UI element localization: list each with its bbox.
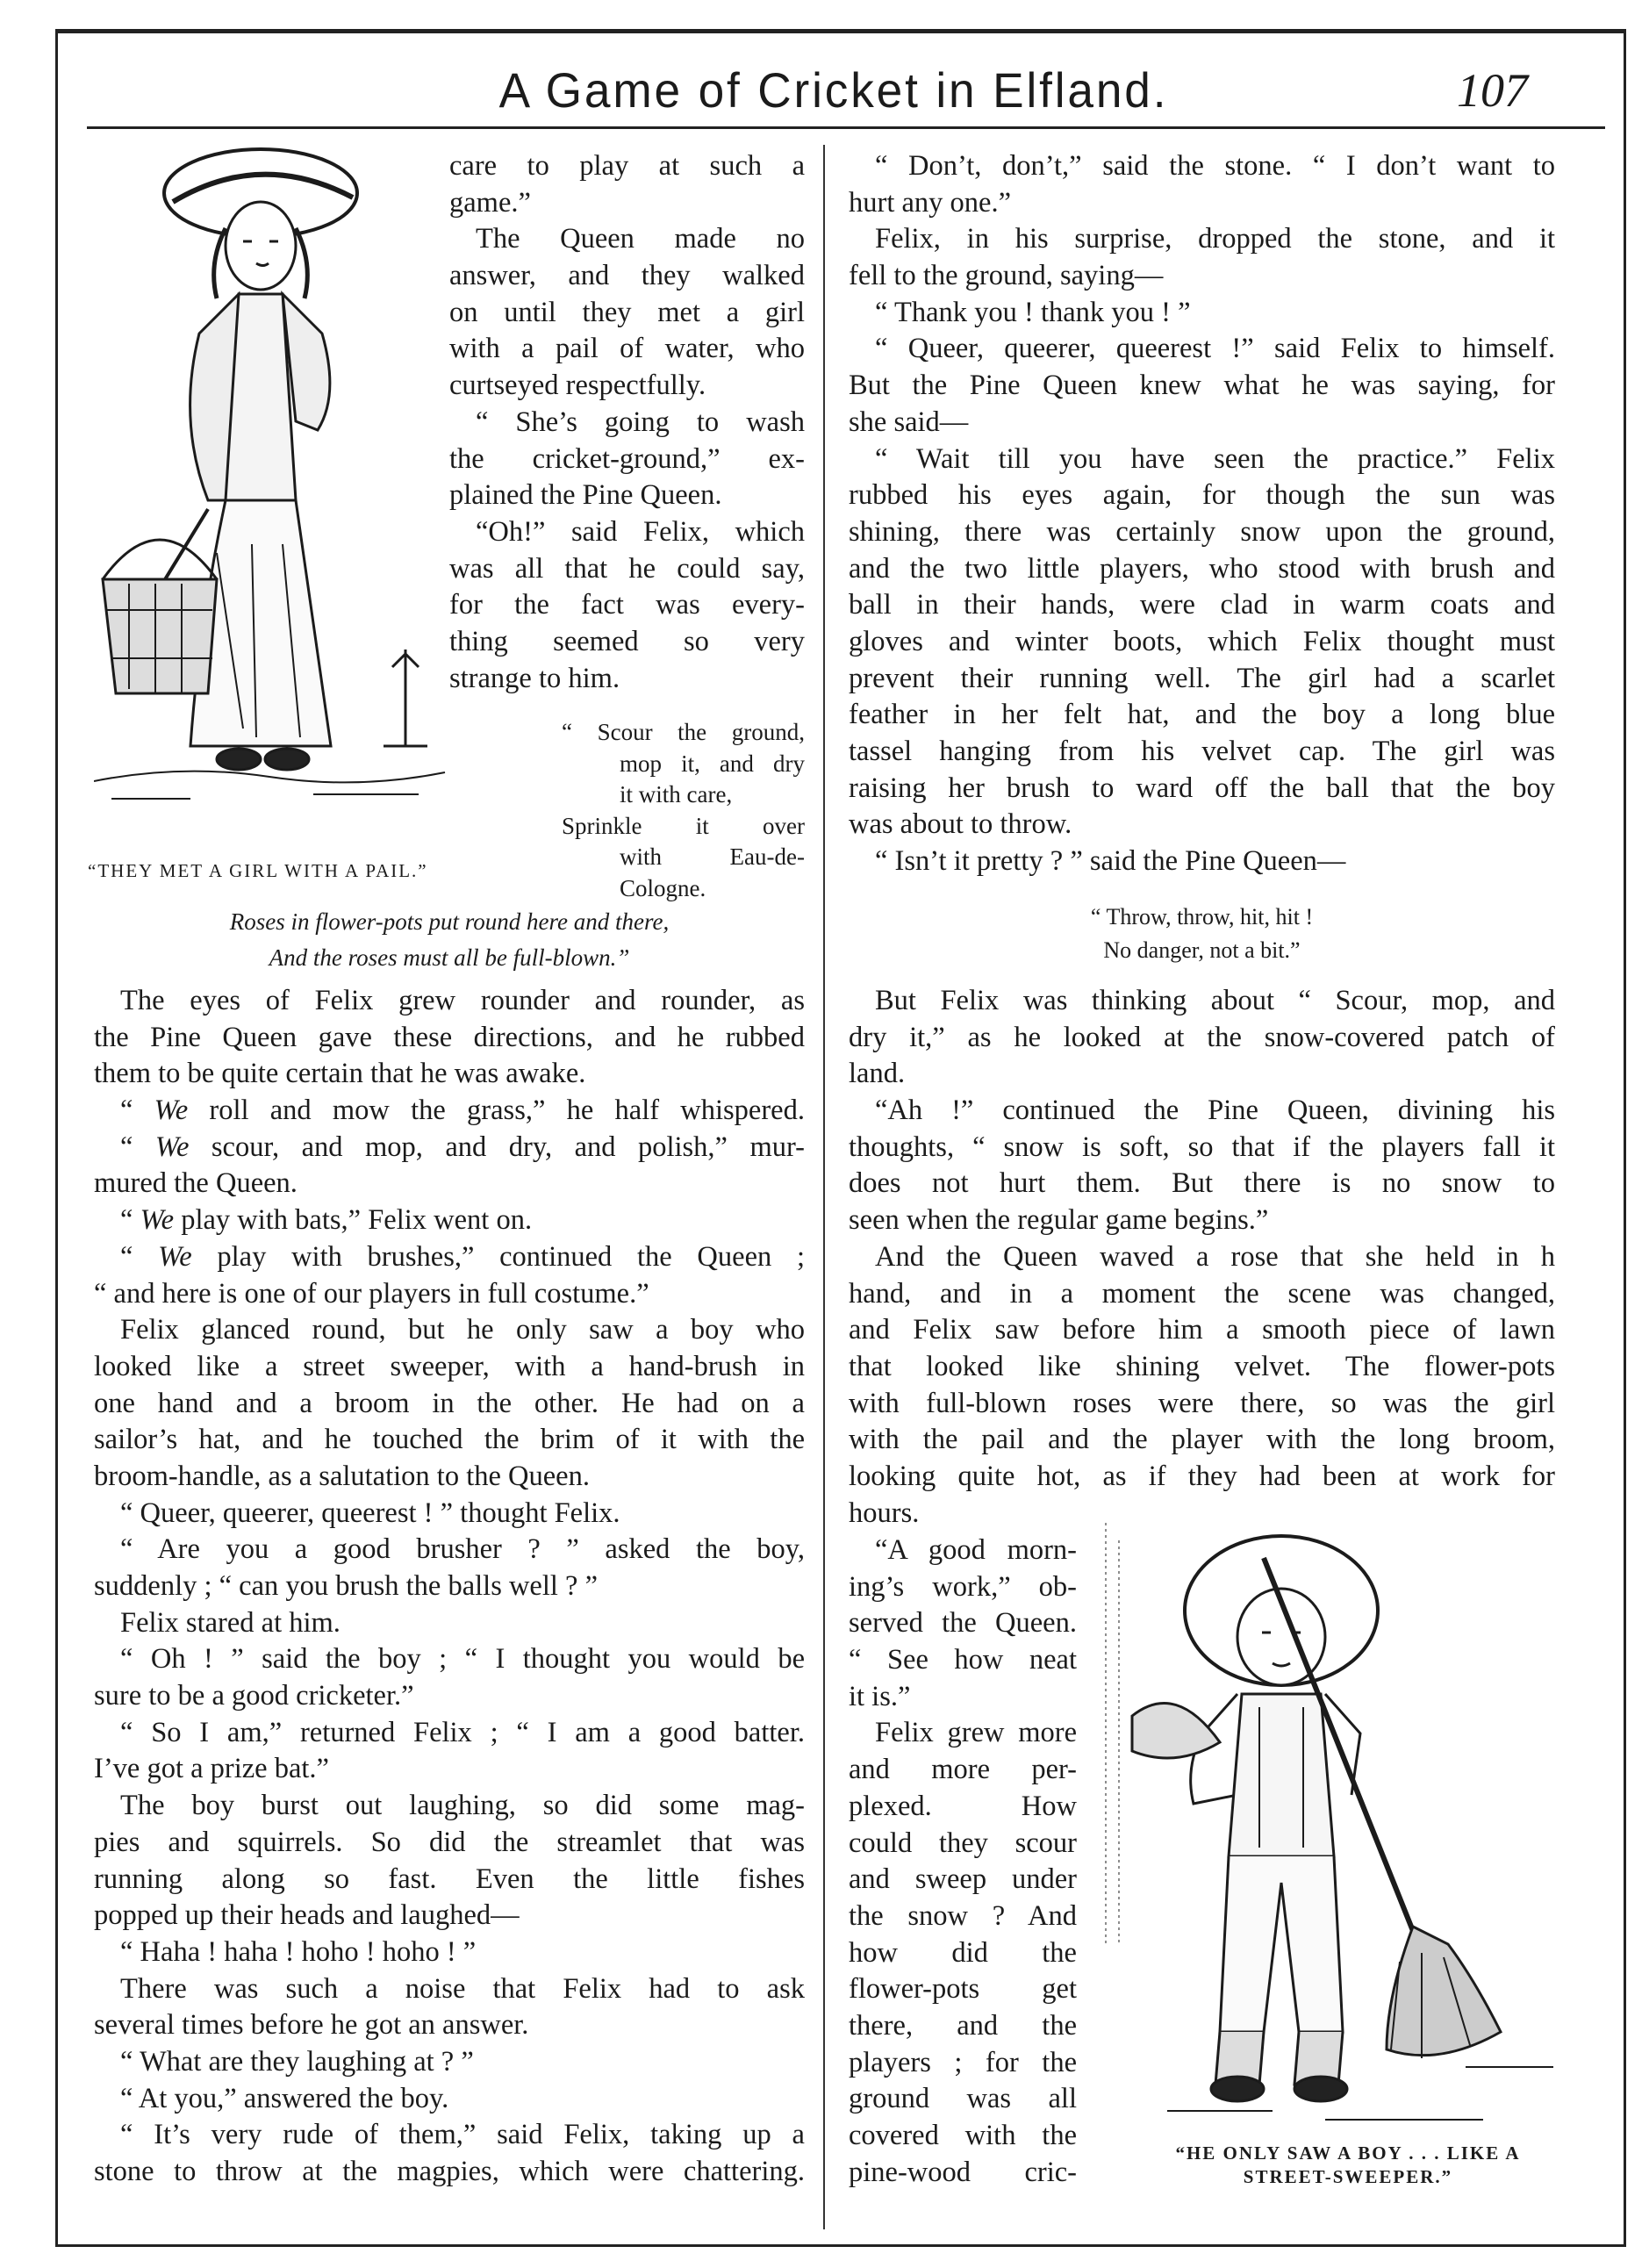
text-line: with Eau-de- bbox=[620, 843, 805, 871]
roses-verse bbox=[94, 904, 805, 976]
running-title: A Game of Cricket in Elfland. bbox=[498, 62, 1169, 118]
girl-with-pail-illustration bbox=[94, 132, 462, 834]
right-column-narrow-text bbox=[849, 1532, 1077, 2191]
text-line: “ Queer, queerer, queerest !” said Felix to himself. bbox=[875, 333, 1555, 365]
text-line: “Oh!” said Felix, which bbox=[476, 515, 805, 548]
text-line: “ We play with brushes,” continued the Queen ; bbox=[120, 1240, 805, 1273]
text-line: answer, and they walked bbox=[449, 260, 805, 292]
girl-illustration-caption: “THEY MET A GIRL WITH A PAIL.” bbox=[88, 860, 428, 881]
text-line: strange to him. bbox=[449, 662, 620, 694]
text-line: thing seemed so very bbox=[449, 625, 805, 657]
verse-line: Roses in flower-pots put round here and there, bbox=[229, 908, 670, 935]
text-line: it with care, bbox=[620, 781, 733, 808]
text-line: with a pail of water, who bbox=[449, 333, 805, 365]
text-line: I’ve got a prize bat.” bbox=[94, 1753, 329, 1785]
verse-line: “ Throw, throw, hit, hit ! bbox=[1090, 904, 1314, 929]
text-line: “ Isn’t it pretty ? ” said the Pine Queen— bbox=[875, 845, 1346, 878]
text-line: “ What are they laughing at ? ” bbox=[120, 2045, 474, 2078]
text-line: popped up their heads and laughed— bbox=[94, 1899, 520, 1932]
boy-illustration-caption bbox=[1102, 2142, 1594, 2189]
text-line: ing’s work,” ob- bbox=[849, 1570, 1077, 1603]
text-line: “ Haha ! haha ! hoho ! hoho ! ” bbox=[120, 1935, 477, 1968]
throw-verse bbox=[849, 901, 1555, 967]
text-line: seen when the regular game begins.” bbox=[849, 1204, 1269, 1237]
text-line: was all that he could say, bbox=[449, 552, 805, 585]
text-line: “ and here is one of our players in full costume.” bbox=[94, 1277, 649, 1310]
text-line: prevent their running well. The girl had a scarlet bbox=[849, 662, 1555, 694]
text-line: “ We scour, and mop, and dry, and polish,” mur- bbox=[120, 1130, 805, 1163]
text-line: that looked like shining velvet. The flower-pots bbox=[849, 1350, 1555, 1382]
text-line: was about to throw. bbox=[849, 808, 1072, 841]
left-column-main-text bbox=[94, 983, 805, 2191]
text-line: on until they met a girl bbox=[449, 296, 805, 328]
text-line: “ Don’t, don’t,” said the stone. “ I don’t want to bbox=[875, 150, 1555, 182]
boy-with-broom-illustration bbox=[1097, 1505, 1588, 2146]
text-line: ball in their hands, were clad in warm coats and bbox=[849, 589, 1555, 621]
text-line: But the Pine Queen knew what he was saying, for bbox=[849, 370, 1555, 402]
text-line: stone to throw at the magpies, which were chattering. bbox=[94, 2156, 805, 2187]
text-line: “A good morn- bbox=[875, 1534, 1077, 1566]
header-rule bbox=[87, 126, 1605, 129]
verse-line: And the roses must all be full-blown.” bbox=[269, 944, 630, 971]
text-line: mop it, and dry bbox=[620, 750, 805, 777]
text-line: suddenly ; “ can you brush the balls well ? ” bbox=[94, 1570, 599, 1602]
text-line: land. bbox=[849, 1058, 906, 1090]
text-line: The Queen made no bbox=[476, 223, 805, 255]
text-line: “ We play with bats,” Felix went on. bbox=[120, 1204, 533, 1237]
text-line: there, and the bbox=[849, 2009, 1077, 2042]
text-line: “ Scour the ground, bbox=[562, 719, 805, 745]
text-line: rubbed his eyes again, for though the sun was bbox=[849, 479, 1555, 512]
text-line: hand, and in a moment the scene was changed, bbox=[849, 1277, 1555, 1310]
text-line: flower-pots get bbox=[849, 1973, 1077, 2006]
right-column-top-text bbox=[849, 148, 1555, 880]
text-line: players ; for the bbox=[849, 2046, 1077, 2078]
text-line: and more per- bbox=[849, 1754, 1077, 1786]
text-line: feather in her felt hat, and the boy a long blue bbox=[849, 699, 1555, 731]
text-line: Felix glanced round, but he only saw a boy who bbox=[120, 1314, 805, 1346]
text-line: with the pail and the player with the long broom, bbox=[849, 1424, 1555, 1456]
text-line: plexed. How bbox=[849, 1790, 1077, 1822]
text-line: “ It’s very rude of them,” said Felix, taking up a bbox=[120, 2119, 805, 2151]
text-line: The boy burst out laughing, so did some mag- bbox=[120, 1790, 805, 1822]
page-number: 107 bbox=[1457, 64, 1528, 117]
text-line: “ She’s going to wash bbox=[476, 406, 805, 438]
text-line: she said— bbox=[849, 406, 969, 438]
text-line: for the fact was every- bbox=[449, 589, 805, 621]
text-line: how did the bbox=[849, 1936, 1077, 1969]
text-line: hurt any one.” bbox=[849, 186, 1012, 219]
text-line: But Felix was thinking about “ Scour, mop, and bbox=[875, 985, 1555, 1016]
text-line: care to play at such a bbox=[449, 150, 805, 182]
text-line: sailor’s hat, and he touched the brim of it with the bbox=[94, 1424, 805, 1456]
text-line: “ At you,” answered the boy. bbox=[120, 2082, 449, 2114]
text-line: plained the Pine Queen. bbox=[449, 479, 722, 512]
text-line: it is.” bbox=[849, 1680, 911, 1712]
text-line: broom-handle, as a salutation to the Queen. bbox=[94, 1460, 590, 1492]
text-line: And the Queen waved a rose that she held in h bbox=[875, 1240, 1555, 1273]
caption-line: STREET-SWEEPER.” bbox=[1243, 2166, 1453, 2187]
text-line: served the Queen. bbox=[849, 1607, 1077, 1640]
text-line: thoughts, “ snow is soft, so that if the players fall it bbox=[849, 1130, 1555, 1163]
text-line: sure to be a good cricketer.” bbox=[94, 1680, 414, 1712]
text-line: one hand and a broom in the other. He had on a bbox=[94, 1387, 805, 1419]
text-line: There was such a noise that Felix had to ask bbox=[120, 1972, 805, 2005]
text-line: several times before he got an answer. bbox=[94, 2009, 529, 2042]
text-line: “ Are you a good brusher ? ” asked the boy, bbox=[120, 1533, 805, 1566]
text-line: with full-blown roses were there, so was the girl bbox=[849, 1387, 1555, 1419]
text-line: and Felix saw before him a smooth piece of lawn bbox=[849, 1314, 1555, 1346]
text-line: could they scour bbox=[849, 1827, 1077, 1859]
text-line: shining, there was certainly snow upon the ground, bbox=[849, 515, 1555, 548]
text-line: the cricket-ground,” ex- bbox=[449, 442, 805, 475]
text-line: ground was all bbox=[849, 2083, 1077, 2115]
scour-verse bbox=[562, 717, 805, 905]
text-line: Cologne. bbox=[620, 874, 706, 901]
caption-line: “HE ONLY SAW A BOY . . . LIKE A bbox=[1175, 2142, 1521, 2164]
text-line: Sprinkle it over bbox=[562, 812, 805, 839]
text-line: the snow ? And bbox=[849, 1899, 1077, 1932]
column-divider bbox=[823, 145, 825, 2229]
text-line: and the two little players, who stood with brush and bbox=[849, 552, 1555, 585]
text-line: “ Wait till you have seen the practice.” Felix bbox=[875, 442, 1555, 475]
text-line: The eyes of Felix grew rounder and rounder, as bbox=[120, 985, 805, 1016]
text-line: “ Thank you ! thank you ! ” bbox=[875, 296, 1191, 328]
text-line: dry it,” as he looked at the snow-covered patch of bbox=[849, 1021, 1555, 1053]
text-line: raising her brush to ward off the ball that the boy bbox=[849, 772, 1555, 804]
text-line: covered with the bbox=[849, 2120, 1077, 2151]
text-line: Felix, in his surprise, dropped the stone, and it bbox=[875, 223, 1555, 255]
text-line: “ We roll and mow the grass,” he half whispered. bbox=[120, 1095, 805, 1127]
verse-line: No danger, not a bit.” bbox=[1103, 937, 1301, 963]
text-line: “ So I am,” returned Felix ; “ I am a good batter. bbox=[120, 1716, 805, 1748]
text-line: looked like a street sweeper, with a hand-brush in bbox=[94, 1350, 805, 1382]
text-line: pine-wood cric- bbox=[849, 2156, 1077, 2188]
text-line: mured the Queen. bbox=[94, 1167, 298, 1200]
text-line: gloves and winter boots, which Felix thought must bbox=[849, 625, 1555, 657]
text-line: “ Queer, queerer, queerest ! ” thought Felix. bbox=[120, 1496, 620, 1529]
text-line: and sweep under bbox=[849, 1863, 1077, 1896]
text-line: Felix stared at him. bbox=[120, 1606, 341, 1639]
text-line: “Ah !” continued the Pine Queen, divining his bbox=[875, 1095, 1555, 1127]
text-line: fell to the ground, saying— bbox=[849, 260, 1164, 292]
left-column-intro-text bbox=[449, 148, 805, 697]
right-column-middle-text bbox=[849, 983, 1555, 1532]
text-line: game.” bbox=[449, 186, 531, 219]
text-line: does not hurt them. But there is no snow to bbox=[849, 1167, 1555, 1200]
text-line: curtseyed respectfully. bbox=[449, 370, 706, 402]
text-line: them to be quite certain that he was awake. bbox=[94, 1058, 586, 1090]
text-line: “ Oh ! ” said the boy ; “ I thought you would be bbox=[120, 1643, 805, 1676]
text-line: pies and squirrels. So did the streamlet that was bbox=[94, 1826, 805, 1858]
text-line: Felix grew more bbox=[875, 1717, 1077, 1749]
text-line: running along so fast. Even the little fishes bbox=[94, 1862, 805, 1895]
text-line: looking quite hot, as if they had been at work for bbox=[849, 1460, 1555, 1492]
text-line: “ See how neat bbox=[849, 1644, 1077, 1676]
text-line: tassel hanging from his velvet cap. The girl was bbox=[849, 736, 1555, 767]
text-line: hours. bbox=[849, 1496, 920, 1529]
text-line: the Pine Queen gave these directions, and he rubbed bbox=[94, 1021, 805, 1053]
